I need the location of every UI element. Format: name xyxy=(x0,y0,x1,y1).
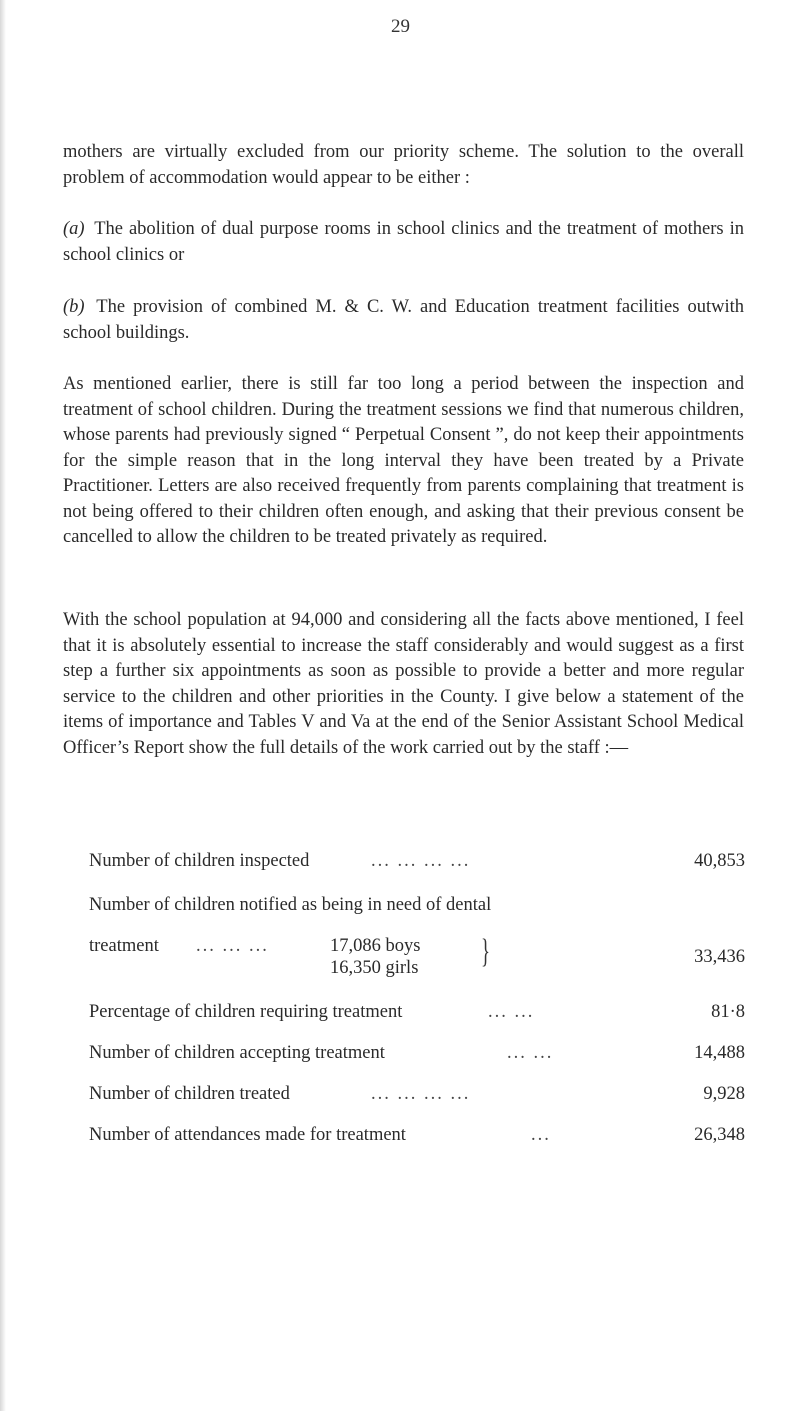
stat-value-treated: 9,928 xyxy=(703,1084,745,1104)
stat-value-inspected: 40,853 xyxy=(694,851,745,871)
stat-label-percentage: Percentage of children requiring treatment xyxy=(89,1002,403,1022)
stat-value-accepting: 14,488 xyxy=(694,1043,745,1063)
stat-label-treated: Number of children treated xyxy=(89,1084,290,1104)
stat-value-percentage: 81·8 xyxy=(711,1002,745,1022)
option-a-text: The abolition of dual purpose rooms in school clinics and the treatment of mothers in school clinics or xyxy=(63,219,744,265)
paragraph-inspection: As mentioned earlier, there is still far too long a period between the inspection and treatment of school children. During the treatment sessions we find that numerous children, whose parents had previously signed “ Perpetual Consent ”, do not keep their appointments for the simple reason that in the long interval they have been treated by a Private Practitioner. Letters are also received frequently from parents complaining that treatment is not being offered to their children often enough, and asking that their previous consent be cancelled to allow the children to be treated privately as required. xyxy=(63,374,744,547)
paragraph-option-a xyxy=(63,217,744,268)
stat-value-girls: 16,350 girls xyxy=(330,958,419,978)
stat-row-treated xyxy=(89,1081,745,1107)
page-edge-shadow xyxy=(0,0,6,1411)
paragraph-intro: mothers are virtually excluded from our priority scheme. The solution to the overall problem of accommodation would appear to be either : xyxy=(63,142,744,188)
stat-label-notified: Number of children notified as being in need of dental xyxy=(89,895,492,915)
stat-row-accepting xyxy=(89,1040,745,1066)
stat-label-treatment: treatment xyxy=(89,936,159,956)
stat-leader-attendances: ... xyxy=(531,1125,551,1145)
stat-leader-inspected: ... ... ... ... xyxy=(371,851,471,871)
stat-row-percentage xyxy=(89,999,745,1025)
stat-value-boys: 17,086 boys xyxy=(330,936,421,956)
stat-leader-percentage: ... ... xyxy=(488,1002,535,1022)
stat-value-attendances: 26,348 xyxy=(694,1125,745,1145)
stat-leader-treated: ... ... ... ... xyxy=(371,1084,471,1104)
paragraph-option-b xyxy=(63,295,744,346)
stat-row-attendances xyxy=(89,1122,745,1148)
option-b-index: (b) xyxy=(63,297,85,317)
option-b-text: The provision of combined M. & C. W. and Education treatment facilities outwith school buildings. xyxy=(63,297,744,343)
brace-right-icon: } xyxy=(481,933,490,970)
stat-label-inspected: Number of children inspected xyxy=(89,851,310,871)
stat-value-notified-total: 33,436 xyxy=(694,947,745,967)
stat-leader-accepting: ... ... xyxy=(507,1043,554,1063)
stat-row-notified xyxy=(89,892,745,918)
stat-label-accepting: Number of children accepting treatment xyxy=(89,1043,385,1063)
paragraph-population: With the school population at 94,000 and considering all the facts above mentioned, I feel that it is absolutely essential to increase the staff considerably and would suggest as a first step a further six appointments as soon as possible to provide a better and more regular service to the children and other priorities in the County. I give below a statement of the items of importance and Tables V and Va at the end of the Senior Assistant School Medical Officer’s Report show the full details of the work carried out by the staff :— xyxy=(63,610,744,758)
stat-row-notified-total xyxy=(89,944,745,970)
option-a-index: (a) xyxy=(63,219,85,239)
stat-leader-treatment: ... ... ... xyxy=(196,936,269,956)
stat-row-inspected xyxy=(89,848,745,874)
page-number: 29 xyxy=(391,16,410,37)
stat-label-attendances: Number of attendances made for treatment xyxy=(89,1125,406,1145)
